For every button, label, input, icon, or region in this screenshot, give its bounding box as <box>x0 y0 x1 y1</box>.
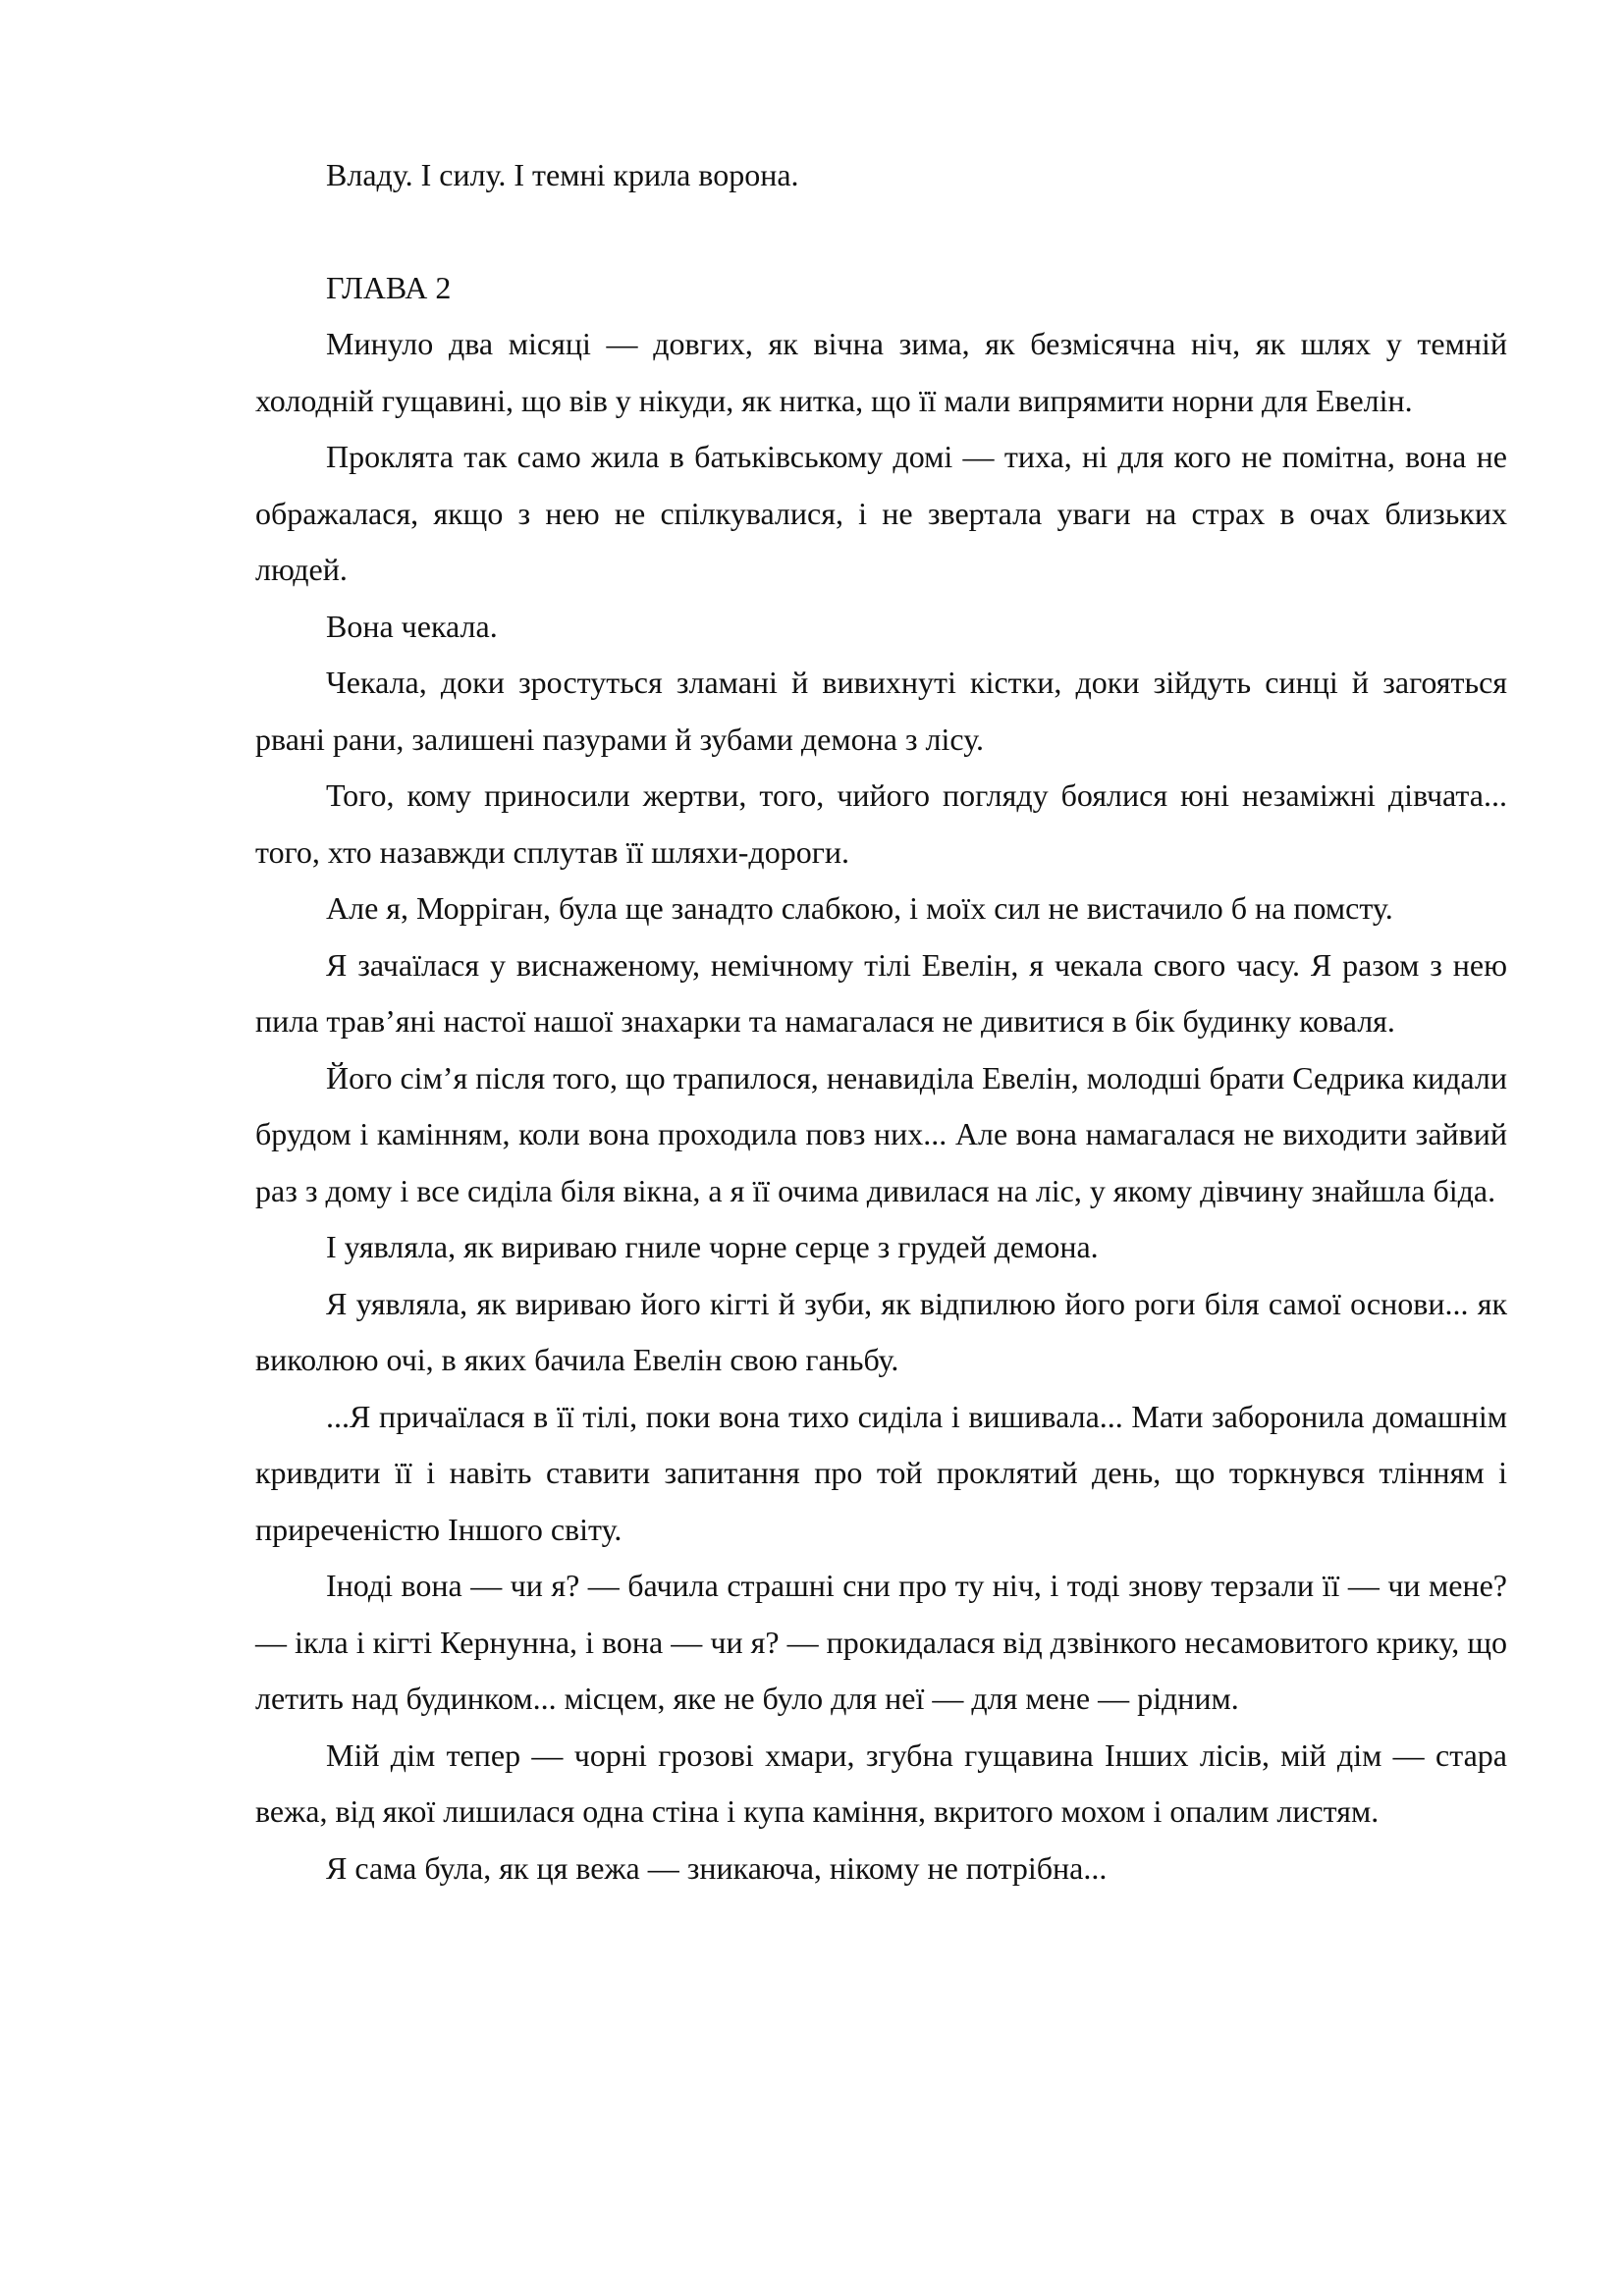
paragraph: І уявляла, як вириваю гниле чорне серце з грудей демона. <box>326 1229 1099 1264</box>
chapter-heading: ГЛАВА 2 <box>326 269 452 305</box>
paragraph: Його сім’я після того, що трапилося, ненавиділа Евелін, молодші брати Седрика кидали брудом і камінням, коли вона проходила повз них... Але вона намагалася не виходити зайвий раз з дому і все сиділа біля вікна, а я її очима дивилася на ліс, у якому дівчину знайшла біда. <box>255 1059 1507 1208</box>
paragraph: Мій дім тепер — чорні грозові хмари, згубна гущавина Інших лісів, мій дім — стара вежа, від якої лишилася одна стіна і купа каміння, вкритого мохом і опалим листям. <box>255 1736 1507 1829</box>
paragraph: Я уявляла, як вириваю його кігті й зуби, як відпилюю його роги біля самої основи... як виколюю очі, в яких бачила Евелін свою ганьбу. <box>255 1285 1507 1377</box>
paragraph: ...Я причаїлася в її тілі, поки вона тихо сиділа і вишивала... Мати заборонила домашнім кривдити її і навіть ставити запитання про той проклятий день, що торкнувся тлінням і приреченістю Іншого світу. <box>255 1398 1507 1547</box>
paragraph: Але я, Морріган, була ще занадто слабкою, і моїх сил не вистачило б на помсту. <box>326 890 1393 926</box>
opening-paragraph: Владу. І силу. І темні крила ворона. <box>326 157 799 192</box>
paragraph: Минуло два місяці — довгих, як вічна зима, як безмісячна ніч, як шлях у темній холодній гущавині, що вів у нікуди, як нитка, що її мали випрямити норни для Евелін. <box>255 326 1507 418</box>
paragraph: Я зачаїлася у виснаженому, немічному тілі Евелін, я чекала свого часу. Я разом з нею пила трав’яні настої нашої знахарки та намагалася не дивитися в бік будинку коваля. <box>255 946 1507 1039</box>
paragraph: Іноді вона — чи я? — бачила страшні сни про ту ніч, і тоді знову терзали її — чи мене? — ікла і кігті Кернунна, і вона — чи я? — прокидалася від дзвінкого несамовитого крику, що летить над будинком... місцем, яке не було для неї — для мене — рідним. <box>255 1568 1507 1716</box>
paragraph: Вона чекала. <box>326 608 498 644</box>
text-body <box>255 147 1507 1896</box>
paragraph: Того, кому приносили жертви, того, чийого погляду боялися юні незаміжні дівчата... того, хто назавжди сплутав її шляхи-дороги. <box>255 777 1507 870</box>
paragraph: Чекала, доки зростуться зламані й вивихнуті кістки, доки зійдуть синці й загояться рвані рани, залишені пазурами й зубами демона з лісу. <box>255 665 1507 757</box>
paragraph: Проклята так само жила в батьківському домі — тиха, ні для кого не помітна, вона не ображалася, якщо з нею не спілкувалися, і не звертала уваги на страх в очах близьких людей. <box>255 439 1507 587</box>
paragraph: Я сама була, як ця вежа — зникаюча, нікому не потрібна... <box>326 1849 1108 1886</box>
